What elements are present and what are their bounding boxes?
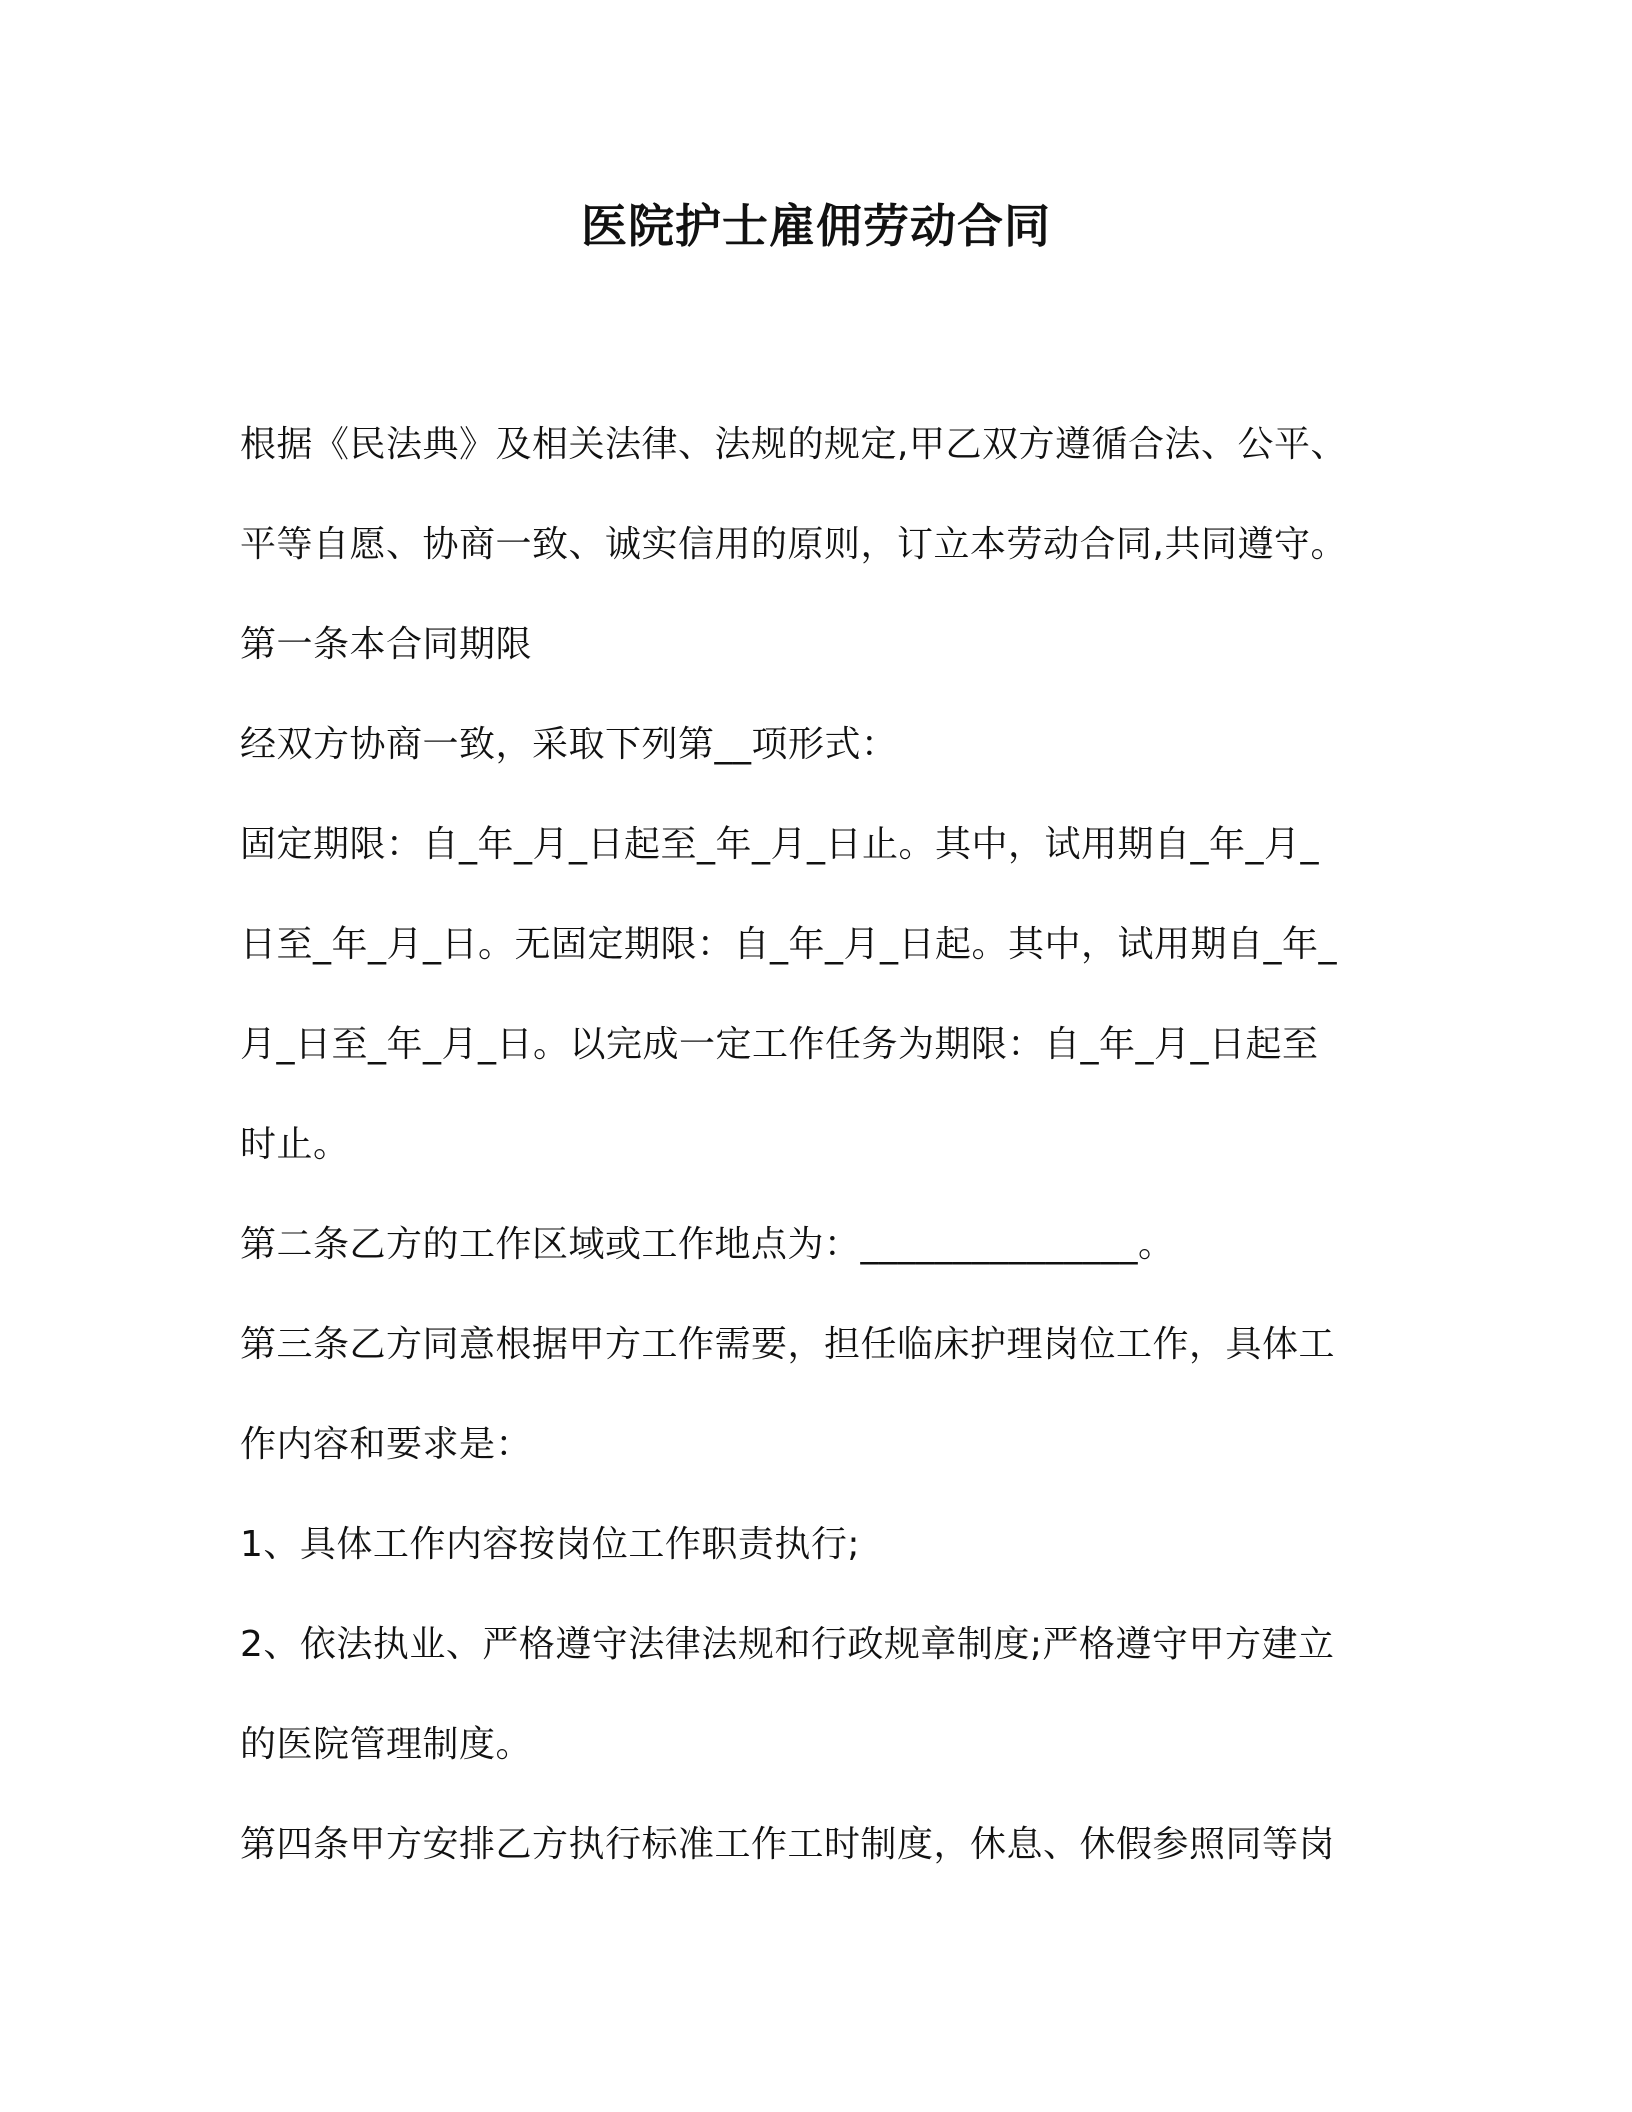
text-line: 月_日至_年_月_日。以完成一定工作任务为期限：自_年_月_日起至 (240, 1024, 1319, 1065)
section-heading: 第一条本合同期限 (240, 624, 533, 665)
text-line: 的医院管理制度。 (240, 1724, 533, 1765)
text-line: 第三条乙方同意根据甲方工作需要，担任临床护理岗位工作，具体工 (240, 1324, 1336, 1365)
text-line: 作内容和要求是： (240, 1424, 533, 1465)
text-line: 时止。 (240, 1124, 350, 1165)
text-line: 第四条甲方安排乙方执行标准工作工时制度，休息、休假参照同等岗 (240, 1824, 1336, 1865)
text-line: 经双方协商一致，采取下列第__项形式： (240, 724, 898, 765)
list-item: 2、依法执业、严格遵守法律法规和行政规章制度;严格遵守甲方建立 (240, 1624, 1335, 1665)
text-line: 平等自愿、协商一致、诚实信用的原则，订立本劳动合同,共同遵守。 (240, 524, 1347, 565)
text-line: 固定期限：自_年_月_日起至_年_月_日止。其中，试用期自_年_月_ (240, 824, 1320, 865)
list-item: 1、具体工作内容按岗位工作职责执行; (240, 1524, 861, 1565)
text-line: 第二条乙方的工作区域或工作地点为：_______________。 (240, 1224, 1175, 1265)
text-line: 日至_年_月_日。无固定期限：自_年_月_日起。其中，试用期自_年_ (240, 924, 1338, 965)
text-line: 根据《民法典》及相关法律、法规的规定,甲乙双方遵循合法、公平、 (240, 424, 1347, 465)
document-title: 医院护士雇佣劳动合同 (581, 199, 1051, 253)
